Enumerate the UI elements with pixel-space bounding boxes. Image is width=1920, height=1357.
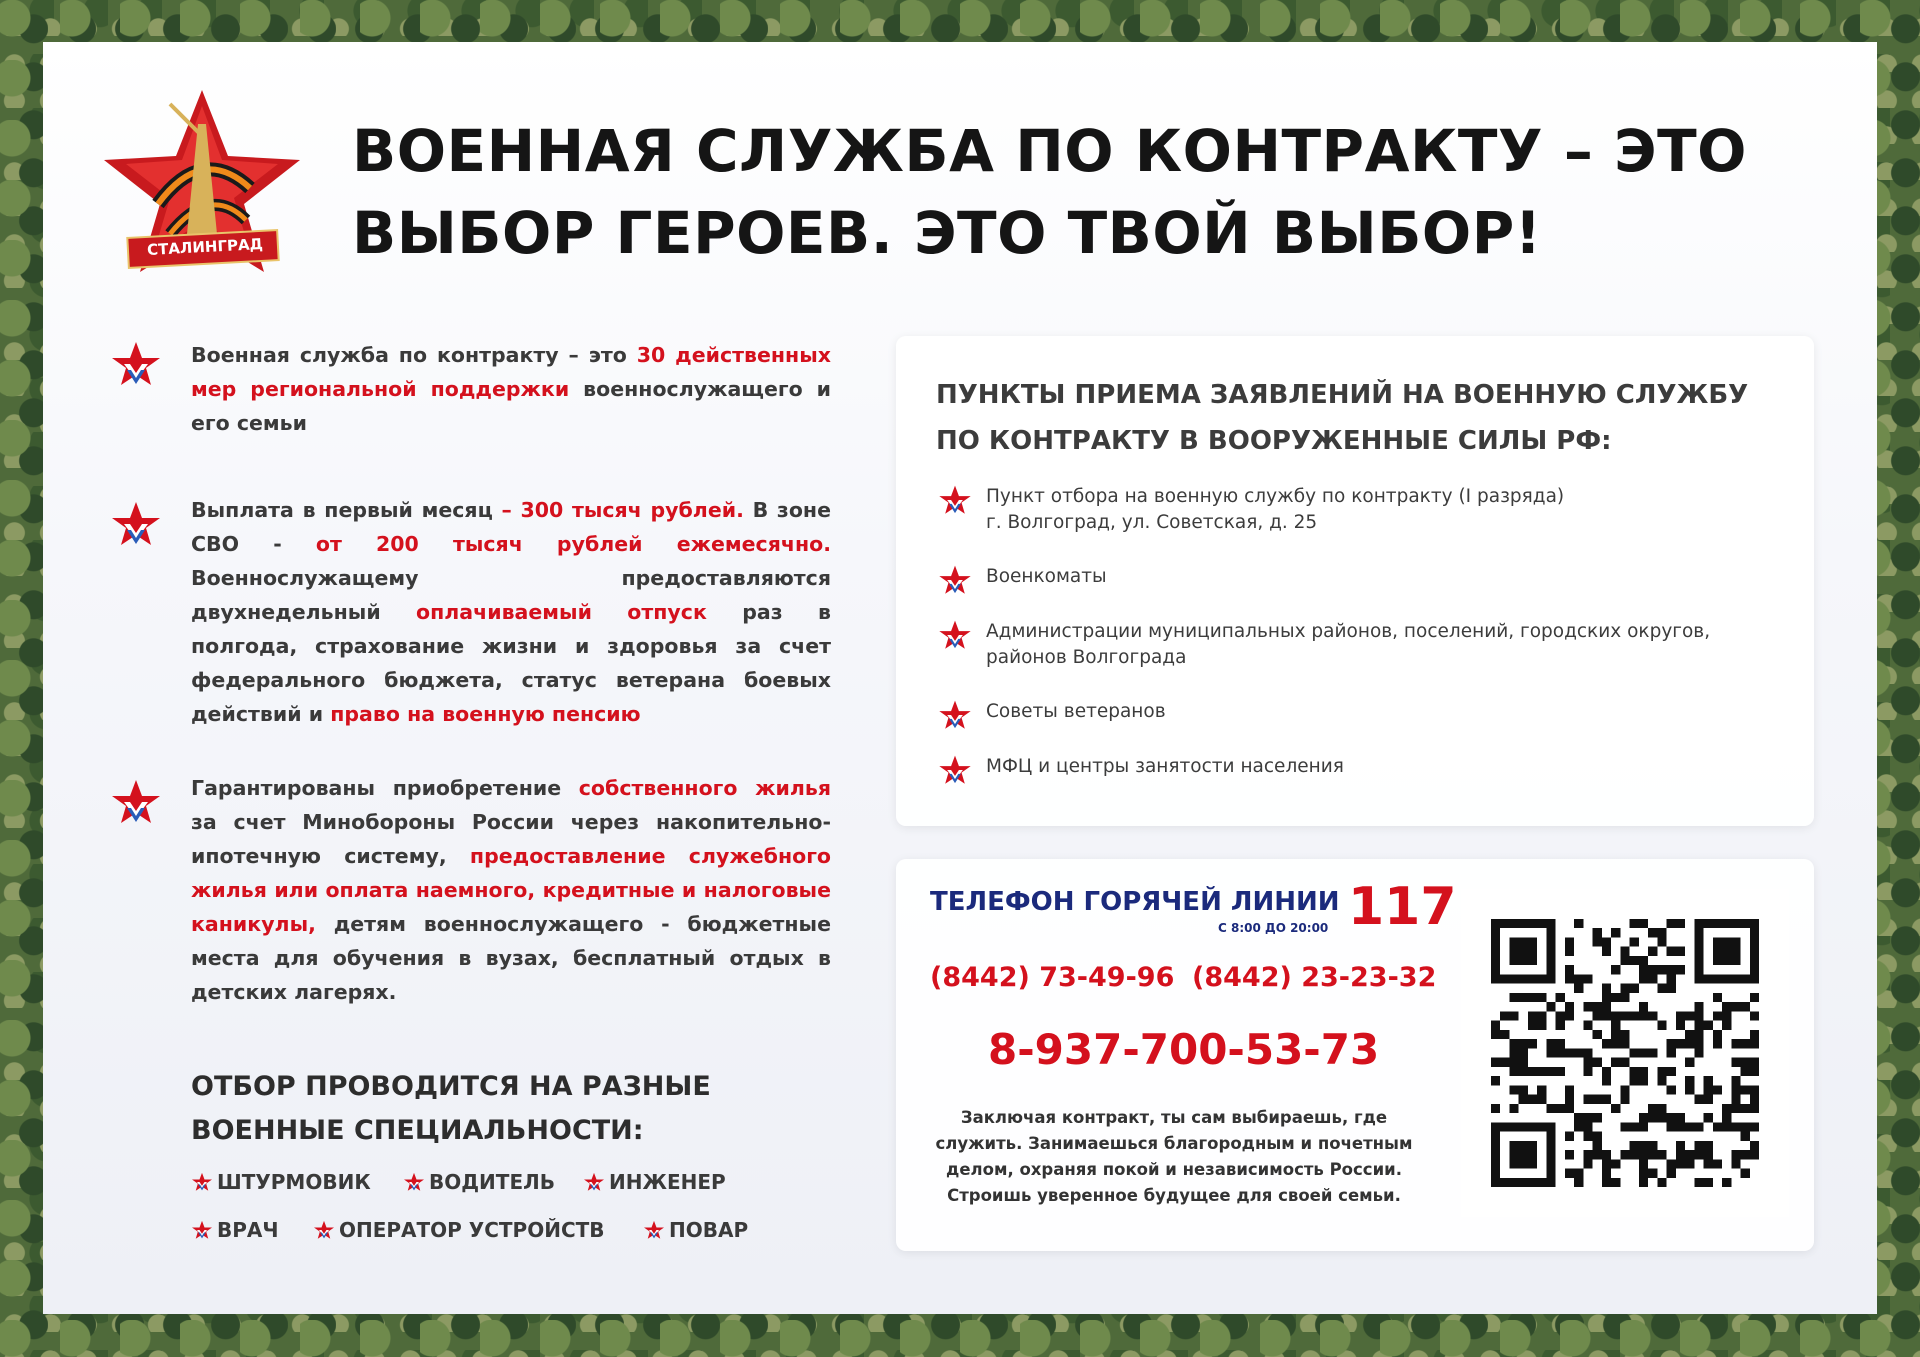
benefit-highlight: – 300 тысяч рублей. (501, 498, 744, 522)
star-bullet-icon (938, 619, 972, 651)
benefit-text: Гарантированы приобретение (191, 776, 579, 800)
application-point-text (986, 484, 1564, 536)
mobile-number[interactable]: 8-937-700-53-73 (988, 1025, 1380, 1074)
application-point-address: г. Волгоград, ул. Советская, д. 25 (986, 512, 1318, 533)
star-bullet-icon (313, 1220, 335, 1240)
application-point (938, 619, 1768, 671)
hotline-card (896, 859, 1814, 1251)
benefit-payments (191, 493, 831, 731)
phone-number-2[interactable]: (8442) 23-23-32 (1192, 962, 1437, 993)
application-point (938, 699, 1768, 731)
benefit-text: Выплата в первый месяц (191, 498, 502, 522)
specialty-item (191, 1170, 371, 1194)
star-bullet-icon (938, 754, 972, 786)
qr-code-graphic (1491, 919, 1759, 1187)
star-bullet-icon (191, 1172, 213, 1192)
benefit-highlight: право на военную пенсию (330, 702, 641, 726)
hotline-number[interactable]: 117 (1348, 877, 1457, 937)
benefit-highlight: 30 действенных мер региональной поддержки (191, 343, 831, 401)
benefit-text: за счет Минобороны России через накопительно-ипотечную систему, (191, 810, 831, 868)
star-bullet-icon (110, 778, 162, 826)
star-bullet-icon (583, 1172, 605, 1192)
page-title-line-1: ВОЕННАЯ СЛУЖБА ПО КОНТРАКТУ – ЭТО (352, 117, 1747, 185)
star-bullet-icon (191, 1220, 213, 1240)
application-points-title: ПУНКТЫ ПРИЕМА ЗАЯВЛЕНИЙ НА ВОЕННУЮ СЛУЖБУ ПО КОНТРАКТУ В ВООРУЖЕННЫЕ СИЛЫ РФ: (936, 380, 1749, 456)
benefit-housing (191, 771, 831, 1009)
specialty-label: ВРАЧ (217, 1218, 279, 1242)
specialty-item (583, 1170, 726, 1194)
benefit-highlight: оплачиваемый отпуск (416, 600, 707, 624)
benefit-highlight: от 200 тысяч рублей ежемесячно. (315, 532, 831, 556)
application-point-text: Администрации муниципальных районов, поселений, городских округов, районов Волгограда (986, 621, 1711, 668)
application-point (938, 754, 1768, 786)
specialty-item (191, 1218, 279, 1242)
benefit-text: военнослужащего и его семьи (191, 377, 831, 435)
benefit-text: В зоне СВО - (191, 498, 831, 556)
application-point-name: Пункт отбора на военную службу по контракту (I разряда) (986, 486, 1565, 507)
qr-code-icon[interactable] (1461, 889, 1789, 1217)
specialty-label: ОПЕРАТОР УСТРОЙСТВ (339, 1218, 605, 1242)
hotline-description: Заключая контракт, ты сам выбираешь, где служить. Занимаешься благородным и почетным делом, охраняя покой и независимость России. Строишь уверенное будущее для своей семьи. (935, 1108, 1413, 1205)
application-point-text: Военкоматы (986, 566, 1107, 587)
star-bullet-icon (643, 1220, 665, 1240)
page-title (352, 110, 1812, 274)
specialty-item (643, 1218, 748, 1242)
application-point-text: Советы ветеранов (986, 701, 1166, 722)
specialty-label: ПОВАР (669, 1218, 749, 1242)
benefit-text: раз в полгода, страхование жизни и здоровья за счет федерального бюджета, статус ветерана боевых действий и (191, 600, 831, 726)
application-point (938, 564, 1768, 596)
specialty-label: ВОДИТЕЛЬ (429, 1170, 555, 1194)
application-points-card (896, 336, 1814, 826)
star-bullet-icon (403, 1172, 425, 1192)
benefit-text: Военнослужащему предоставляются двухнедельный (191, 566, 831, 624)
application-point (938, 484, 1768, 536)
specialty-item (403, 1170, 555, 1194)
phone-number-1[interactable]: (8442) 73-49-96 (930, 962, 1175, 993)
star-bullet-icon (110, 500, 162, 548)
benefit-highlight: собственного жилья (578, 776, 831, 800)
specialty-label: ИНЖЕНЕР (609, 1170, 726, 1194)
star-bullet-icon (938, 564, 972, 596)
benefit-text: Военная служба по контракту – это (191, 343, 637, 367)
page-title-line-2: ВЫБОР ГЕРОЕВ. ЭТО ТВОЙ ВЫБОР! (352, 199, 1542, 267)
hotline-label: ТЕЛЕФОН ГОРЯЧЕЙ ЛИНИИ (930, 887, 1340, 917)
application-point-text: МФЦ и центры занятости населения (986, 756, 1344, 777)
emblem-label: СТАЛИНГРАД (146, 234, 264, 260)
stalingrad-star-emblem (100, 84, 305, 279)
star-bullet-icon (110, 340, 162, 388)
benefit-highlight: предоставление служебного жилья или оплата наемного, кредитные и налоговые каникулы, (191, 844, 831, 936)
star-bullet-icon (938, 484, 972, 516)
hotline-hours: С 8:00 ДО 20:00 (1218, 921, 1329, 935)
benefit-support-measures (191, 338, 831, 440)
benefit-text: детям военнослужащего - бюджетные места для обучения в вузах, бесплатный отдых в детских лагерях. (191, 912, 831, 1004)
specialty-label: ШТУРМОВИК (217, 1170, 371, 1194)
specialties-title: ОТБОР ПРОВОДИТСЯ НА РАЗНЫЕ ВОЕННЫЕ СПЕЦИАЛЬНОСТИ: (191, 1071, 711, 1146)
specialty-item (313, 1218, 605, 1242)
star-bullet-icon (938, 699, 972, 731)
